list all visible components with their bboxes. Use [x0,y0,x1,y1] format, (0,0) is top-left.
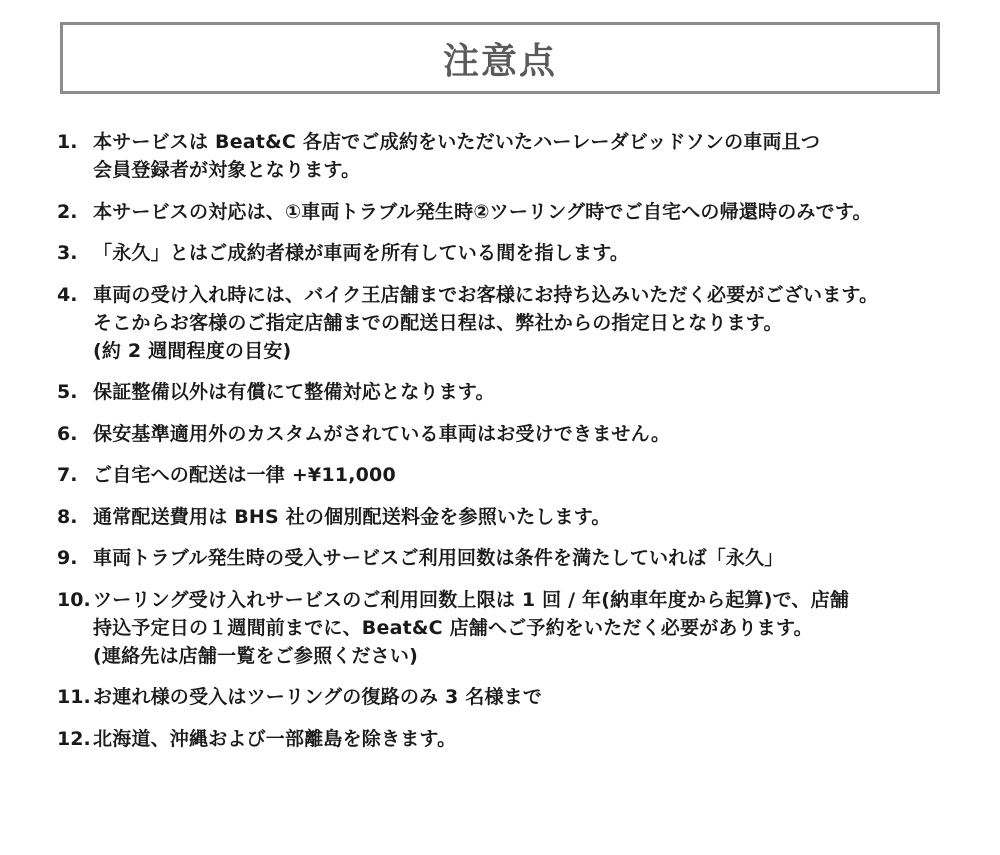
note-number: 5. [57,381,78,403]
note-item [57,378,987,406]
note-item [57,683,987,711]
note-item [57,420,987,448]
note-text [93,378,987,406]
note-text [93,420,987,448]
note-line: 車両の受け入れ時には、バイク王店舗までお客様にお持ち込みいただく必要がございます。 [93,283,879,306]
note-line: (連絡先は店舗一覧をご参照ください) [93,644,418,667]
note-text [93,683,987,711]
note-number: 4. [57,283,78,306]
note-text [93,725,987,753]
note-text [93,239,987,267]
note-number: 11. [57,686,91,708]
note-number: 7. [57,464,78,486]
note-line: 北海道、沖縄および一部離島を除きます。 [93,727,457,750]
note-item [57,503,987,531]
note-item [57,725,987,753]
note-line: ツーリング受け入れサービスのご利用回数上限は 1 回 / 年(納車年度から起算)で、店舗 [93,588,850,611]
note-line: (約 2 週間程度の目安) [93,339,292,362]
note-line: 持込予定日の１週間前までに、Beat&C 店舗へご予約をいただく必要があります。 [93,616,813,639]
note-number: 12. [57,727,91,750]
note-item [57,281,987,365]
note-item [57,198,987,226]
note-line: 通常配送費用は BHS 社の個別配送料金を参照いたします。 [93,505,611,528]
note-number: 3. [57,242,78,264]
note-line: ご自宅への配送は一律 +¥11,000 [93,464,396,486]
note-line: 本サービスの対応は、①車両トラブル発生時②ツーリング時でご自宅への帰還時のみです。 [93,200,872,223]
note-number: 8. [57,505,78,528]
note-line: 保安基準適用外のカスタムがされている車両はお受けできません。 [93,422,671,445]
note-text [93,544,987,572]
note-line: 会員登録者が対象となります。 [93,159,361,181]
note-text [93,461,987,489]
note-number: 9. [57,547,78,569]
note-line: 「永久」とはご成約者様が車両を所有している間を指します。 [93,242,630,264]
note-number: 10. [57,588,91,611]
notes-list [57,128,987,766]
page-title: 注意点 [442,40,557,82]
note-text [93,281,987,365]
note-item [57,544,987,572]
note-number: 6. [57,422,78,445]
note-text [93,198,987,226]
note-item [57,128,987,184]
note-line: そこからお客様のご指定店舗までの配送日程は、弊社からの指定日となります。 [93,311,783,334]
note-number: 2. [57,200,78,223]
note-number: 1. [57,131,78,153]
note-line: 車両トラブル発生時の受入サービスご利用回数は条件を満たしていれば「永久」 [93,547,784,569]
note-line: 本サービスは Beat&C 各店でご成約をいただいたハーレーダビッドソンの車両且つ [93,131,821,153]
note-item [57,461,987,489]
note-item [57,586,987,670]
note-line: 保証整備以外は有償にて整備対応となります。 [93,381,495,403]
note-text [93,128,987,184]
note-text [93,503,987,531]
note-text [93,586,987,670]
note-line: お連れ様の受入はツーリングの復路のみ 3 名様まで [93,686,543,708]
title-box [60,22,940,94]
note-item [57,239,987,267]
